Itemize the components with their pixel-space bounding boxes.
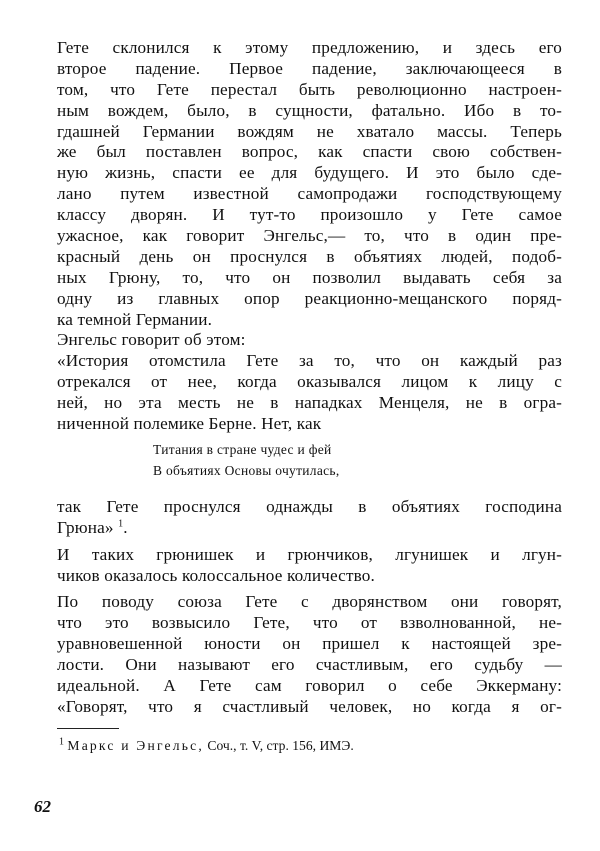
text-line: так Гете проснулся однажды в объятиях господина: [57, 496, 562, 516]
text-line: уравновешенной юности он пришел к настоящей зре-: [57, 634, 562, 654]
footnote-reference-text: Соч., т. V, стр. 156, ИМЭ.: [207, 737, 354, 753]
footnote-marker: 1: [59, 736, 64, 748]
quote-ending: [57, 497, 562, 539]
text-line: ных Грюну, то, что он позволил выдавать себя за: [57, 267, 562, 287]
text-line: лости. Они называют его счастливым, его судьбу —: [57, 655, 562, 675]
text-line: гдашней Германии вождям не хватало массы. Теперь: [57, 121, 562, 141]
footnote-reference: 1: [118, 518, 124, 530]
text-line: идеальной. А Гете сам говорил о себе Эккерману:: [57, 676, 562, 696]
text-line: что это возвысило Гете, что от взволнованной, не-: [57, 613, 562, 633]
text-line: классу дворян. И тут-то произошло у Гете самое: [57, 205, 562, 225]
page-body: [57, 38, 562, 755]
text-line: лано путем известной самопродажи господствующему: [57, 184, 562, 204]
text-line: Грюна» $^1$.: [57, 517, 128, 537]
text-line: ным вождем, было, в сущности, фатально. Ибо в то-: [57, 100, 562, 120]
poem-line: Титания в стране чудес и фей: [153, 441, 332, 457]
text-line: «История отомстила Гете за то, что он каждый раз: [57, 351, 562, 371]
text-line: красный день он проснулся в объятиях людей, подоб-: [57, 246, 562, 266]
text-line: же был поставлен вопрос, как спасти свою собствен-: [57, 142, 562, 162]
text-line: отрекался от нее, когда оказывался лицом к лицу с: [57, 372, 562, 392]
footnote-divider: [57, 728, 119, 729]
quote-end-text: Грюна»: [57, 517, 114, 537]
text-line: одну из главных опор реакционно-мещанского поряд-: [57, 288, 562, 308]
text-line: ней, но эта месть не в нападках Менцеля, не в огра-: [57, 393, 562, 413]
poem-line: В объятиях Основы очутилась,: [153, 462, 340, 478]
text-line: ка темной Германии.: [57, 309, 213, 329]
text-line: чиков оказалось колоссальное количество.: [57, 565, 375, 585]
text-line: По поводу союза Гете с дворянством они говорят,: [57, 592, 562, 612]
text-line: второе падение. Первое падение, заключающееся в: [57, 58, 562, 78]
text-line: «Говорят, что я счастливый человек, но когда я ог-: [57, 696, 562, 716]
text-line: ужасное, как говорит Энгельс,— то, что в один пре-: [57, 226, 562, 246]
paragraph-2: [57, 330, 562, 351]
page-number: 62: [34, 797, 51, 816]
paragraph-1: [57, 38, 562, 330]
quote-paragraph: [57, 351, 562, 435]
footnote-authors: Маркс и Энгельс,: [67, 737, 204, 753]
text-line: ниченной полемике Берне. Нет, как: [57, 414, 322, 434]
paragraph-4: [57, 592, 562, 717]
footnote: [57, 737, 562, 755]
text-line: том, что Гете перестал быть революционно настроен-: [57, 79, 562, 99]
text-line: И таких грюнишек и грюнчиков, лгунишек и лгун-: [57, 544, 562, 564]
text-line: ную жизнь, спасти ее для будущего. И это было сде-: [57, 163, 562, 183]
paragraph-3: [57, 545, 562, 587]
poem-quote: [57, 439, 562, 481]
text-line: Энгельс говорит об этом:: [57, 330, 246, 350]
text-line: Гете склонился к этому предложению, и здесь его: [57, 38, 562, 57]
